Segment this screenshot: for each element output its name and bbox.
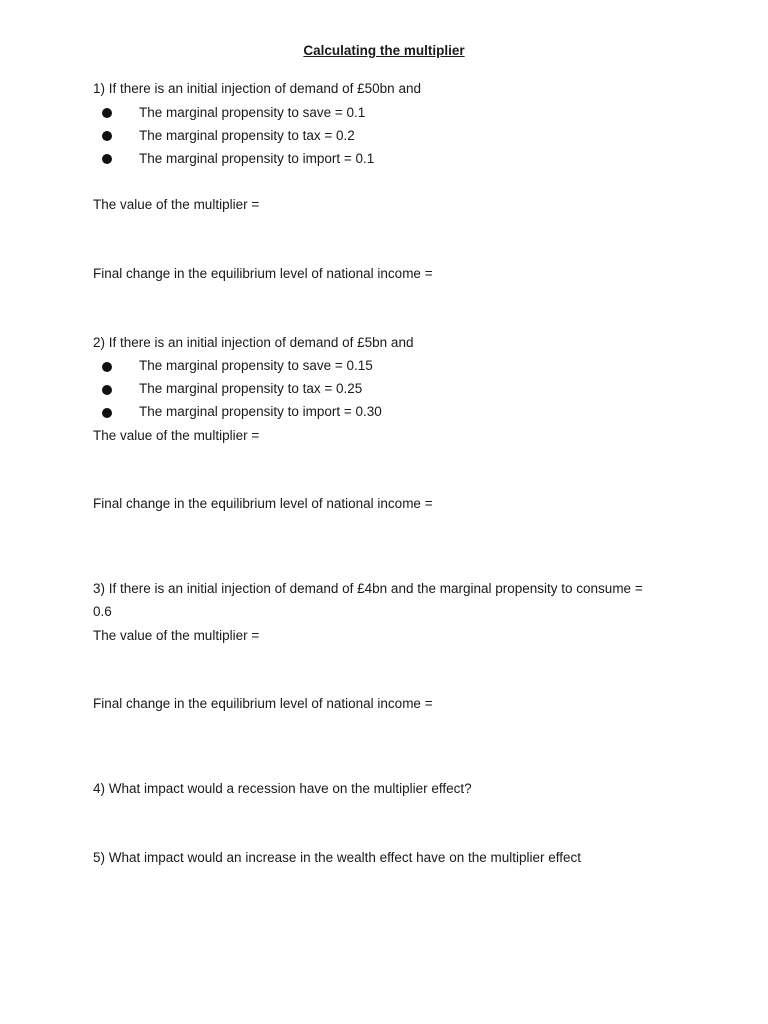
q2-intro: 2) If there is an initial injection of demand of £5bn and: [93, 335, 414, 350]
q5-question: 5) What impact would an increase in the wealth effect have on the multiplier effect: [93, 850, 582, 865]
q3-intro-line2: 0.6: [93, 604, 112, 619]
q3-intro-line1: 3) If there is an initial injection of demand of £4bn and the marginal propensity to consume =: [93, 581, 643, 596]
q3-multiplier-prompt: The value of the multiplier =: [93, 628, 260, 643]
q1-bullet-tax: The marginal propensity to tax = 0.2: [139, 128, 355, 143]
q1-intro: 1) If there is an initial injection of demand of £50bn and: [93, 81, 421, 96]
bullet-dot: [102, 131, 112, 141]
q1-bullet-import: The marginal propensity to import = 0.1: [139, 151, 375, 166]
q2-bullet-save: The marginal propensity to save = 0.15: [139, 358, 373, 373]
q2-bullet-tax: The marginal propensity to tax = 0.25: [139, 381, 363, 396]
q3-final-change-prompt: Final change in the equilibrium level of national income =: [93, 696, 433, 711]
bullet-dot: [102, 385, 112, 395]
bullet-dot: [102, 108, 112, 118]
q2-multiplier-prompt: The value of the multiplier =: [93, 428, 260, 443]
q1-final-change-prompt: Final change in the equilibrium level of national income =: [93, 266, 433, 281]
q2-final-change-prompt: Final change in the equilibrium level of national income =: [93, 496, 433, 511]
q4-question: 4) What impact would a recession have on the multiplier effect?: [93, 781, 472, 796]
bullet-dot: [102, 362, 112, 372]
q2-bullet-import: The marginal propensity to import = 0.30: [139, 404, 382, 419]
page-title: Calculating the multiplier: [303, 43, 465, 58]
q1-multiplier-prompt: The value of the multiplier =: [93, 197, 260, 212]
bullet-dot: [102, 408, 112, 418]
bullet-dot: [102, 154, 112, 164]
q1-bullet-save: The marginal propensity to save = 0.1: [139, 105, 366, 120]
